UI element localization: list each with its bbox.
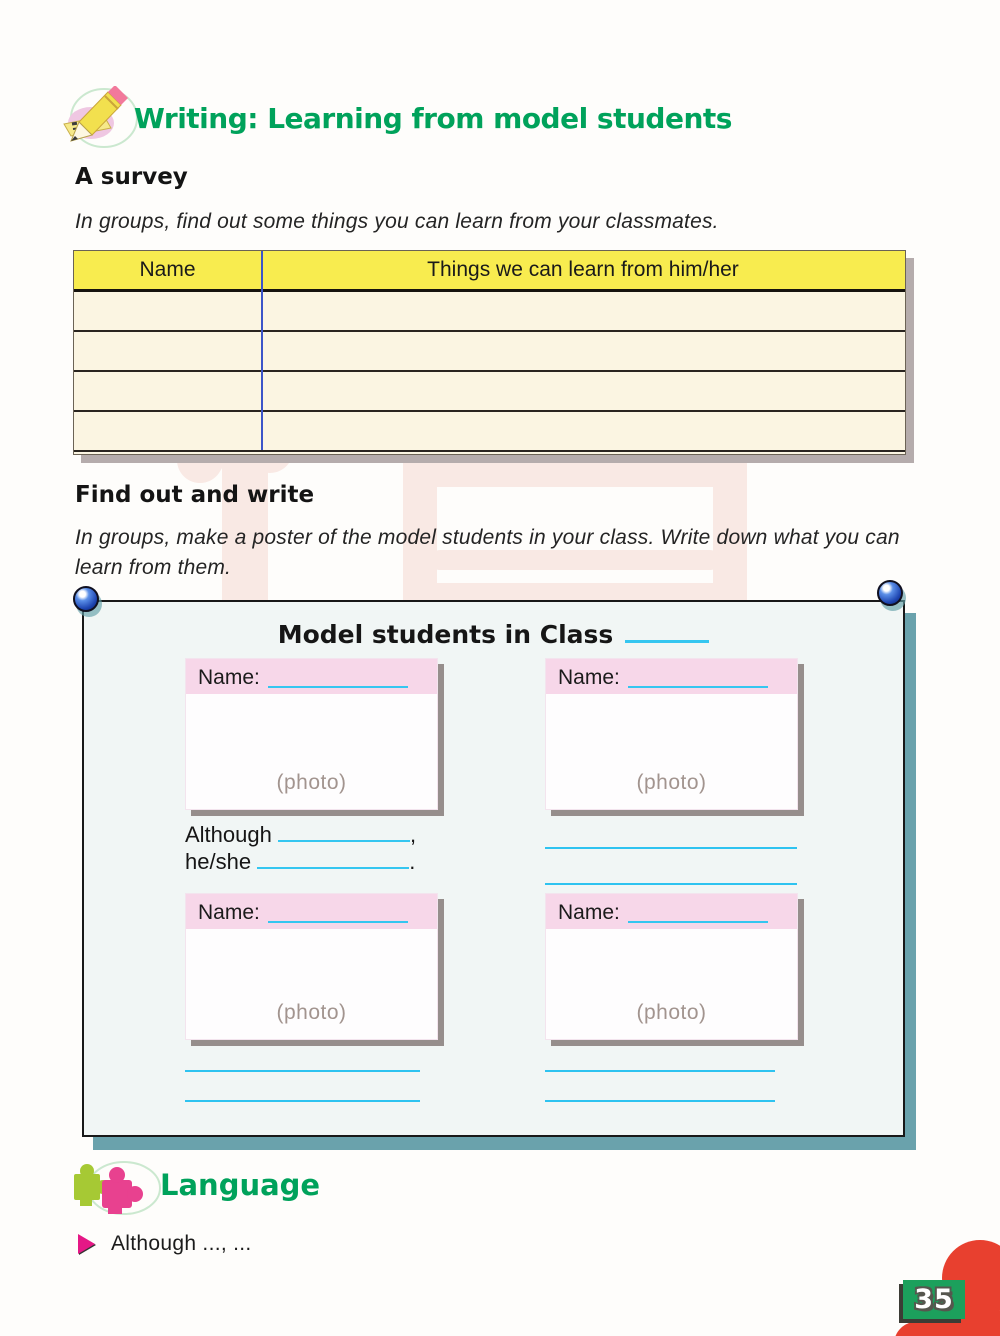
page-title: Writing: Learning from model students: [134, 102, 732, 135]
name-blank-line: [628, 921, 768, 923]
name-blank-line: [268, 686, 408, 688]
table-column-divider: [261, 251, 263, 450]
name-label: Name:: [558, 666, 620, 689]
although-blank-line: [278, 840, 410, 842]
card-name-row: [186, 659, 437, 694]
class-blank-line: [625, 640, 709, 643]
name-label: Name:: [198, 901, 260, 924]
poster-title: [84, 620, 903, 649]
student-card: [545, 658, 798, 810]
name-blank-line: [628, 686, 768, 688]
name-label: Name:: [198, 666, 260, 689]
table-row: [74, 332, 905, 372]
pencil-icon: [58, 86, 138, 152]
card-name-row: [546, 659, 797, 694]
page-number: 35: [914, 1284, 954, 1315]
language-heading: Language: [160, 1168, 321, 1202]
table-row: [74, 372, 905, 412]
photo-placeholder: (photo): [636, 1001, 707, 1024]
poster-title-text: Model students in Class: [277, 620, 614, 649]
find-out-instruction: In groups, make a poster of the model students in your class. Write down what you can learn from them.: [75, 526, 900, 580]
although-sentence: [185, 822, 416, 876]
heshe-word: he/she: [185, 848, 252, 874]
page-number-badge: [903, 1280, 965, 1319]
writing-line: [545, 1070, 775, 1072]
card-name-row: [546, 894, 797, 929]
period: .: [409, 848, 416, 874]
heshe-blank-line: [257, 867, 409, 869]
writing-line: [545, 883, 797, 885]
writing-line: [185, 1100, 420, 1102]
table-row: [74, 292, 905, 332]
survey-heading: A survey: [75, 164, 188, 190]
photo-placeholder: (photo): [276, 1001, 347, 1024]
language-item-row: [78, 1232, 252, 1256]
writing-line: [185, 1070, 420, 1072]
student-card: [185, 893, 438, 1040]
push-pin-icon: [877, 580, 903, 606]
writing-line: [545, 847, 797, 849]
triangle-bullet-icon: [78, 1234, 95, 1254]
card-name-row: [186, 894, 437, 929]
photo-placeholder: (photo): [636, 771, 707, 794]
student-card: [185, 658, 438, 810]
student-card: [545, 893, 798, 1040]
poster-board: [82, 600, 905, 1137]
push-pin-icon: [73, 586, 99, 612]
language-item: Although ..., ...: [111, 1232, 252, 1255]
table-row: [74, 412, 905, 452]
photo-placeholder: (photo): [276, 771, 347, 794]
table-header-things: Things we can learn from him/her: [427, 258, 739, 281]
although-word: Although: [185, 822, 272, 847]
puzzle-pieces-icon: [66, 1158, 162, 1220]
comma: ,: [409, 822, 417, 847]
survey-instruction: In groups, find out some things you can learn from your classmates.: [75, 210, 719, 233]
writing-line: [545, 1100, 775, 1102]
find-out-heading: Find out and write: [75, 482, 315, 508]
name-blank-line: [268, 921, 408, 923]
survey-table: [73, 250, 906, 455]
name-label: Name:: [558, 901, 620, 924]
table-header-row: [74, 251, 905, 292]
table-header-name: Name: [139, 258, 196, 281]
